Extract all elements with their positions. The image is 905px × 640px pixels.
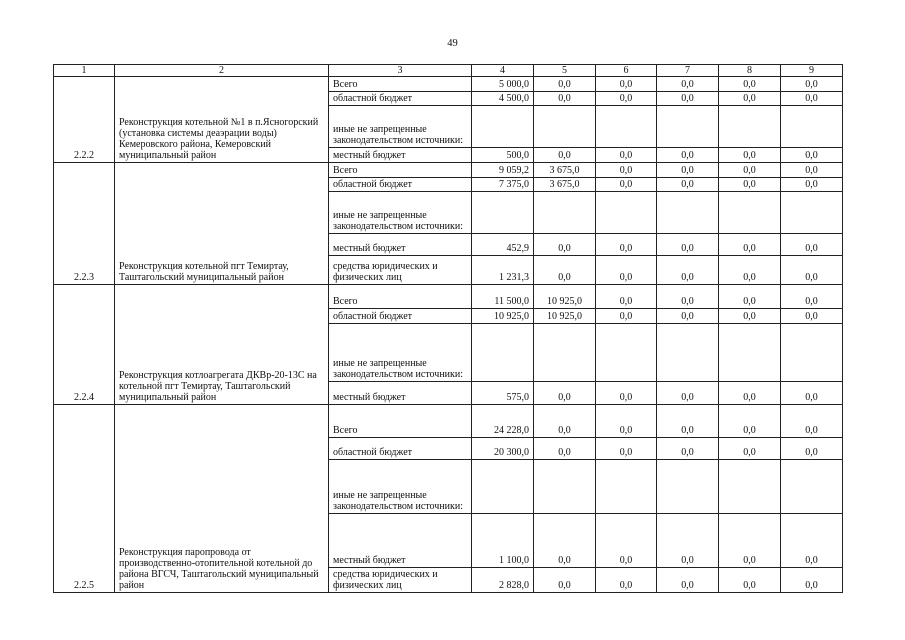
value-cell: 0,0	[781, 92, 843, 106]
value-cell	[596, 192, 657, 234]
value-cell: 0,0	[596, 256, 657, 285]
header-cell: 1	[54, 65, 115, 77]
value-cell	[596, 324, 657, 382]
funding-source: областной бюджет	[329, 178, 472, 192]
page-number: 49	[447, 38, 458, 49]
funding-source: местный бюджет	[329, 382, 472, 405]
value-cell: 0,0	[719, 382, 781, 405]
funding-source: Всего	[329, 405, 472, 438]
header-cell: 7	[657, 65, 719, 77]
value-cell	[781, 192, 843, 234]
value-cell	[472, 106, 534, 148]
header-cell: 9	[781, 65, 843, 77]
value-cell: 0,0	[719, 256, 781, 285]
funding-source: Всего	[329, 285, 472, 309]
value-cell	[534, 192, 596, 234]
value-cell: 0,0	[596, 438, 657, 460]
value-cell: 0,0	[596, 382, 657, 405]
value-cell	[472, 324, 534, 382]
value-cell: 20 300,0	[472, 438, 534, 460]
value-cell	[596, 460, 657, 514]
header-row	[54, 65, 843, 77]
value-cell: 0,0	[719, 178, 781, 192]
value-cell: 0,0	[719, 309, 781, 324]
value-cell: 4 500,0	[472, 92, 534, 106]
value-cell: 0,0	[781, 438, 843, 460]
value-cell: 0,0	[657, 163, 719, 178]
value-cell	[657, 192, 719, 234]
header-cell: 5	[534, 65, 596, 77]
table-row	[54, 285, 843, 309]
funding-source: Всего	[329, 163, 472, 178]
value-cell: 1 231,3	[472, 256, 534, 285]
value-cell: 0,0	[596, 178, 657, 192]
value-cell	[596, 106, 657, 148]
project-name: Реконструкция котельной №1 в п.Ясногорский (установка системы деаэрации воды) Кемеровского района, Кемеровский муниципальный район	[115, 77, 329, 163]
project-name: Реконструкция котельной пгт Темиртау, Таштагольский муниципальный район	[115, 163, 329, 285]
value-cell: 5 000,0	[472, 77, 534, 92]
value-cell: 0,0	[596, 514, 657, 568]
funding-source: иные не запрещенные законодательством источники:	[329, 324, 472, 382]
value-cell: 0,0	[719, 438, 781, 460]
project-code: 2.2.4	[54, 285, 115, 405]
project-code: 2.2.3	[54, 163, 115, 285]
value-cell: 0,0	[657, 92, 719, 106]
value-cell: 10 925,0	[534, 285, 596, 309]
value-cell: 0,0	[596, 148, 657, 163]
value-cell: 11 500,0	[472, 285, 534, 309]
value-cell	[472, 460, 534, 514]
value-cell	[657, 324, 719, 382]
value-cell: 0,0	[719, 77, 781, 92]
value-cell: 0,0	[534, 148, 596, 163]
value-cell: 0,0	[596, 285, 657, 309]
value-cell: 0,0	[781, 568, 843, 593]
table-row	[54, 163, 843, 178]
project-name: Реконструкция паропровода от производственно-отопительной котельной до района ВГСЧ, Таштагольский муниципальный район	[115, 405, 329, 593]
value-cell: 0,0	[781, 405, 843, 438]
value-cell: 0,0	[657, 568, 719, 593]
funding-source: областной бюджет	[329, 92, 472, 106]
value-cell: 575,0	[472, 382, 534, 405]
value-cell: 0,0	[657, 178, 719, 192]
value-cell: 0,0	[781, 382, 843, 405]
value-cell: 0,0	[719, 514, 781, 568]
funding-source: областной бюджет	[329, 309, 472, 324]
value-cell: 0,0	[596, 309, 657, 324]
value-cell: 0,0	[781, 309, 843, 324]
funding-source: местный бюджет	[329, 148, 472, 163]
value-cell	[781, 106, 843, 148]
value-cell	[657, 106, 719, 148]
value-cell: 0,0	[534, 256, 596, 285]
funding-source: иные не запрещенные законодательством источники:	[329, 106, 472, 148]
value-cell	[719, 192, 781, 234]
value-cell: 10 925,0	[534, 309, 596, 324]
value-cell	[534, 324, 596, 382]
value-cell: 3 675,0	[534, 178, 596, 192]
value-cell: 0,0	[719, 568, 781, 593]
value-cell: 0,0	[534, 438, 596, 460]
value-cell: 0,0	[719, 405, 781, 438]
value-cell: 0,0	[596, 568, 657, 593]
value-cell: 0,0	[534, 234, 596, 256]
value-cell	[657, 460, 719, 514]
value-cell: 0,0	[781, 148, 843, 163]
value-cell: 452,9	[472, 234, 534, 256]
value-cell: 0,0	[781, 285, 843, 309]
value-cell: 10 925,0	[472, 309, 534, 324]
value-cell: 0,0	[596, 234, 657, 256]
value-cell: 0,0	[596, 77, 657, 92]
value-cell: 0,0	[657, 77, 719, 92]
value-cell	[781, 460, 843, 514]
value-cell: 7 375,0	[472, 178, 534, 192]
value-cell: 0,0	[534, 568, 596, 593]
value-cell: 0,0	[596, 405, 657, 438]
funding-source: местный бюджет	[329, 514, 472, 568]
header-cell: 2	[115, 65, 329, 77]
funding-source: иные не запрещенные законодательством источники:	[329, 460, 472, 514]
value-cell	[534, 460, 596, 514]
value-cell: 0,0	[719, 234, 781, 256]
value-cell: 0,0	[657, 148, 719, 163]
project-code: 2.2.5	[54, 405, 115, 593]
funding-source: средства юридических и физических лиц	[329, 568, 472, 593]
value-cell	[472, 192, 534, 234]
value-cell: 0,0	[596, 163, 657, 178]
table-row	[54, 77, 843, 92]
value-cell	[719, 460, 781, 514]
value-cell: 0,0	[657, 438, 719, 460]
value-cell: 0,0	[781, 77, 843, 92]
value-cell: 0,0	[534, 405, 596, 438]
value-cell: 0,0	[781, 514, 843, 568]
value-cell: 3 675,0	[534, 163, 596, 178]
value-cell: 1 100,0	[472, 514, 534, 568]
value-cell: 0,0	[534, 92, 596, 106]
value-cell: 0,0	[657, 234, 719, 256]
value-cell: 0,0	[596, 92, 657, 106]
value-cell	[534, 106, 596, 148]
funding-source: областной бюджет	[329, 438, 472, 460]
value-cell: 2 828,0	[472, 568, 534, 593]
value-cell: 0,0	[781, 163, 843, 178]
header-cell: 8	[719, 65, 781, 77]
value-cell: 24 228,0	[472, 405, 534, 438]
funding-source: Всего	[329, 77, 472, 92]
value-cell: 0,0	[657, 256, 719, 285]
value-cell: 0,0	[719, 92, 781, 106]
header-cell: 6	[596, 65, 657, 77]
value-cell: 0,0	[719, 163, 781, 178]
value-cell: 0,0	[657, 309, 719, 324]
value-cell: 0,0	[534, 514, 596, 568]
header-cell: 3	[329, 65, 472, 77]
value-cell	[719, 106, 781, 148]
value-cell	[781, 324, 843, 382]
value-cell: 0,0	[534, 382, 596, 405]
project-name: Реконструкция котлоагрегата ДКВр-20-13С на котельной пгт Темиртау, Таштагольский муниципальный район	[115, 285, 329, 405]
table-row	[54, 405, 843, 438]
value-cell: 0,0	[719, 148, 781, 163]
funding-source: местный бюджет	[329, 234, 472, 256]
value-cell: 0,0	[657, 405, 719, 438]
value-cell: 0,0	[781, 256, 843, 285]
value-cell: 500,0	[472, 148, 534, 163]
value-cell: 0,0	[719, 285, 781, 309]
value-cell: 0,0	[781, 178, 843, 192]
project-code: 2.2.2	[54, 77, 115, 163]
budget-table	[53, 64, 843, 593]
value-cell: 0,0	[534, 77, 596, 92]
value-cell: 0,0	[657, 285, 719, 309]
funding-source: средства юридических и физических лиц	[329, 256, 472, 285]
value-cell	[719, 324, 781, 382]
value-cell: 9 059,2	[472, 163, 534, 178]
value-cell: 0,0	[657, 382, 719, 405]
value-cell: 0,0	[781, 234, 843, 256]
funding-source: иные не запрещенные законодательством источники:	[329, 192, 472, 234]
value-cell: 0,0	[657, 514, 719, 568]
header-cell: 4	[472, 65, 534, 77]
